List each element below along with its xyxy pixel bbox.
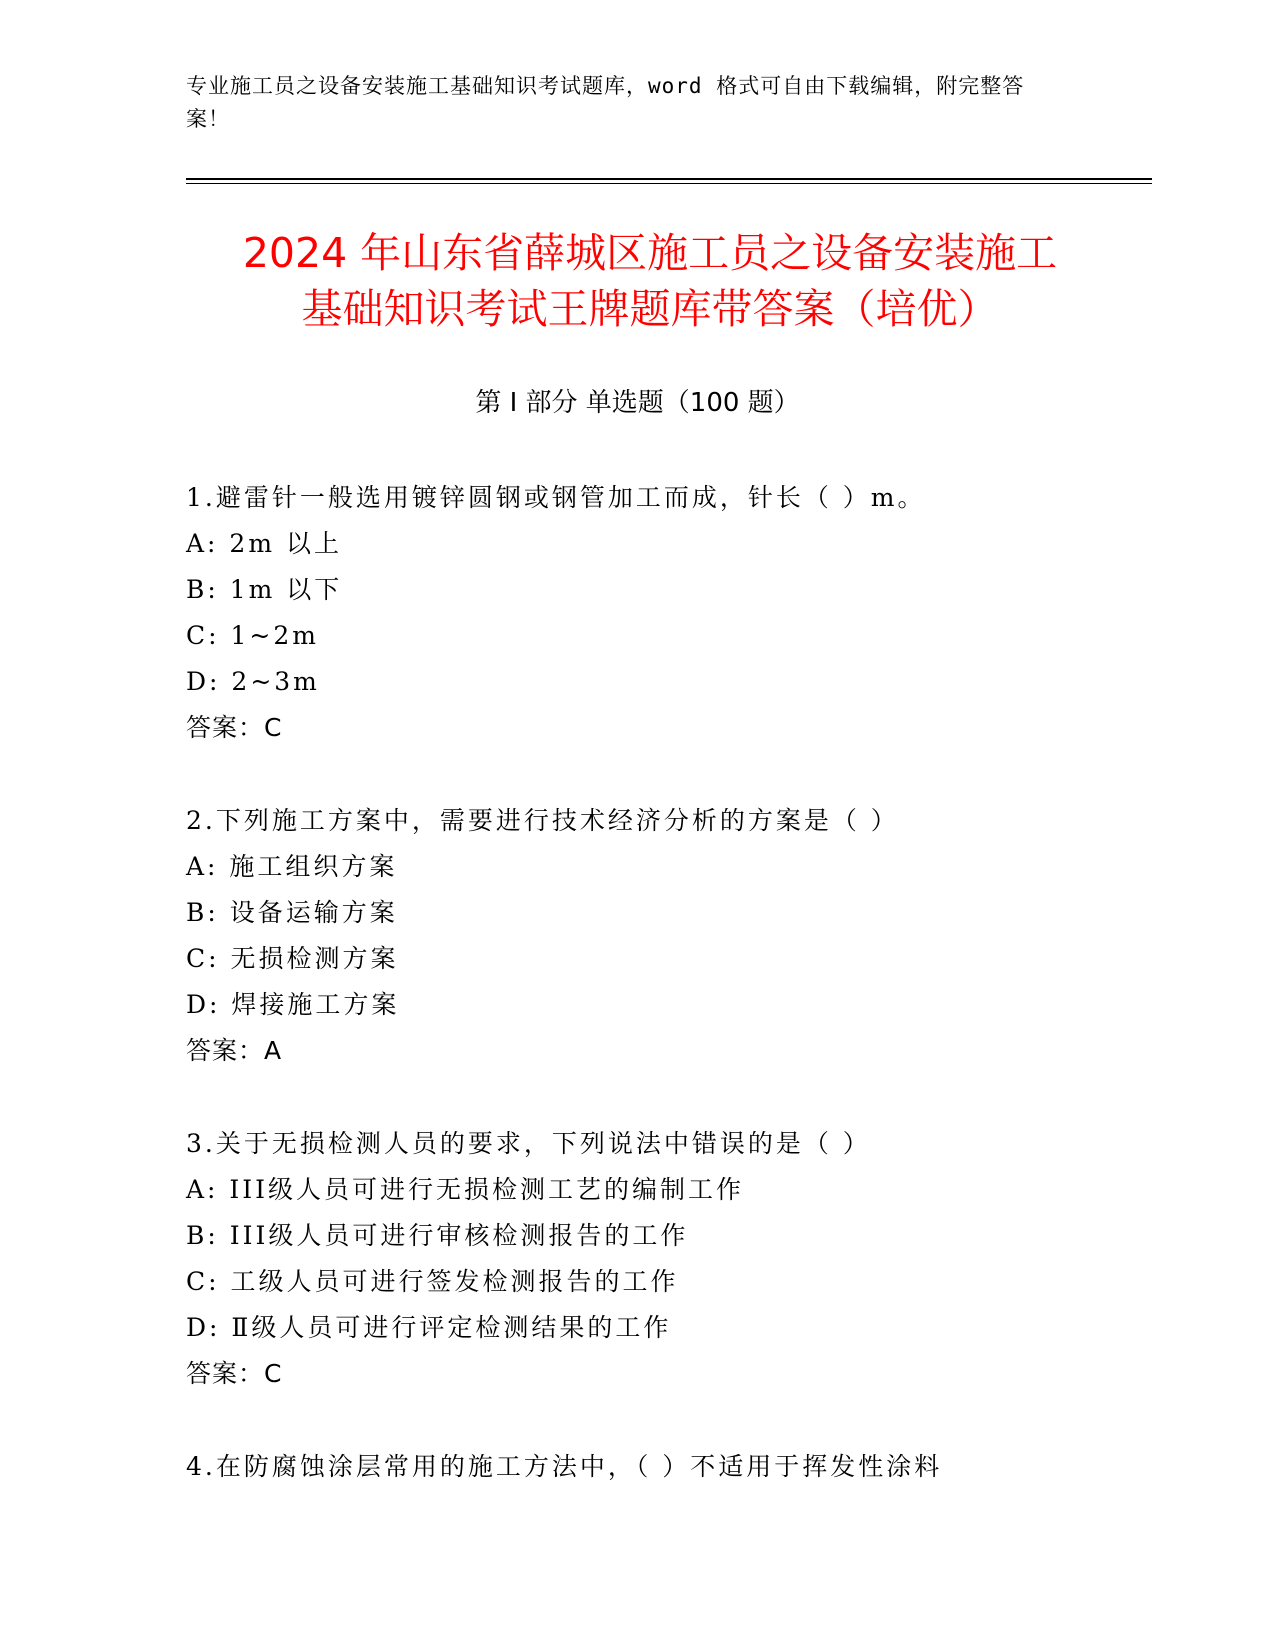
title-line-1: 2024 年山东省薛城区施工员之设备安装施工 <box>242 229 1058 277</box>
question-item <box>186 798 1146 1074</box>
question-item <box>186 1121 1146 1397</box>
question-option: A: 2m 以上 <box>186 529 342 558</box>
question-option: B: 设备运输方案 <box>186 898 398 927</box>
header-divider-thin <box>186 183 1152 184</box>
question-stem: 4.在防腐蚀涂层常用的施工方法中，（ ）不适用于挥发性涂料 <box>186 1452 943 1481</box>
document-title <box>150 225 1150 337</box>
question-item <box>186 1444 1146 1490</box>
question-list <box>186 475 1146 1537</box>
question-option: D: 2~3m <box>186 667 320 696</box>
question-option: A: 施工组织方案 <box>186 852 398 881</box>
question-answer: 答案：C <box>186 1359 283 1388</box>
header-note: 专业施工员之设备安装施工基础知识考试题库，word 格式可自由下载编辑，附完整答案！ <box>186 74 1025 131</box>
question-stem: 2.下列施工方案中，需要进行技术经济分析的方案是（ ） <box>186 806 899 835</box>
question-answer: 答案：C <box>186 713 283 742</box>
question-option: A: III级人员可进行无损检测工艺的编制工作 <box>186 1175 745 1204</box>
question-stem: 1.避雷针一般选用镀锌圆钢或钢管加工而成，针长（ ）m。 <box>186 483 926 512</box>
question-option: B: III级人员可进行审核检测报告的工作 <box>186 1221 689 1250</box>
question-option: D: 焊接施工方案 <box>186 990 400 1019</box>
title-line-2: 基础知识考试王牌题库带答案（培优） <box>301 285 999 333</box>
question-item <box>186 475 1146 751</box>
question-option: D: Ⅱ级人员可进行评定检测结果的工作 <box>186 1313 672 1342</box>
header-divider <box>186 178 1152 180</box>
question-answer: 答案：A <box>186 1036 283 1065</box>
question-option: B: 1m 以下 <box>186 575 343 604</box>
question-option: C: 无损检测方案 <box>186 944 399 973</box>
question-option: C: 1~2m <box>186 621 319 650</box>
question-stem: 3.关于无损检测人员的要求，下列说法中错误的是（ ） <box>186 1129 871 1158</box>
question-option: C: 工级人员可进行签发检测报告的工作 <box>186 1267 679 1296</box>
section-title: 第 I 部分 单选题（100 题） <box>475 388 800 418</box>
